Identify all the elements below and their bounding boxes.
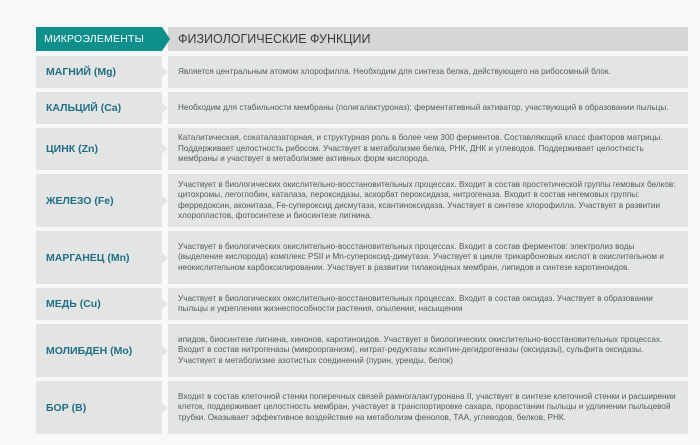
table-row xyxy=(36,381,688,434)
element-name: МАГНИЙ (Mg) xyxy=(36,56,162,88)
element-function: ипидов, биосинтезе лигнина, хинонов, каротиноидов. Участвует в биологических окислительно-восстановительных процессах. Входит в состав нитрогеназы (микроорганизм), нитрат-редуктазы ксантин-дегидрогеназы (оксидазы), сульфита оксидазы. Участвует в метаболизме азотистых соединений (пурин, уреиды, белок) xyxy=(168,324,688,377)
element-name: ЦИНК (Zn) xyxy=(36,128,162,170)
table-header xyxy=(36,27,688,51)
element-name: ЖЕЛЕЗО (Fe) xyxy=(36,174,162,227)
element-function: Участвует в биологических окислительно-восстановительных процессах. Входит в состав простетической группы гемовых белков: цитохромы, легоглобин, каталаза, пероксидазы, аскорбат пероксидаза, нитрогеназа. Входит в состав негемовых группы: ферредоксин, аконитаза, Fe-супероксид дисмутаза, ксантиноксидаза. Участвует в синтезе хлорофилла. Участвует в развитии хлоропластов, фотосинтезе и биосинтезе лигнина. xyxy=(168,174,688,227)
element-name: МОЛИБДЕН (Mo) xyxy=(36,324,162,377)
table-row xyxy=(36,56,688,88)
table-body xyxy=(36,56,688,438)
element-name: КАЛЬЦИЙ (Ca) xyxy=(36,92,162,124)
element-function: Участвует в биологических окислительно-восстановительных процессах. Входит в состав ферментов: электролиз воды (выделение кислорода) комплекс PSII и Mn-супероксид-димутаза. Участвует в цикле трикарбоновых кислот в окислительном и неокислительном карбоксилировании. Участвует в развитии тилакоидных мембран, липидов и синтезе каротиноидов. xyxy=(168,231,688,284)
header-microelements: МИКРОЭЛЕМЕНТЫ xyxy=(36,27,162,51)
element-name: БОР (B) xyxy=(36,381,162,434)
header-functions: ФИЗИОЛОГИЧЕСКИЕ ФУНКЦИИ xyxy=(168,27,688,51)
element-function: Входит в состав клеточной стенки поперечных связей рамногалактуронана II, участвует в синтезе клеточной стенки и расширении клеток, поддерживает целостность мембран, участвует в транспортировке сахара, прорастании пыльцы и удлинении пыльцевой трубки. Оказывает эффективное воздействие на метаболизм фенолов, ТАА, углеводов, белков, РНК. xyxy=(168,381,688,434)
element-function: Необходим для стабильности мембраны (полигалактуроназ); ферментативный активатор, участвующий в образовании пыльцы. xyxy=(168,92,688,124)
table-row xyxy=(36,324,688,377)
element-name: МЕДЬ (Cu) xyxy=(36,288,162,320)
element-function: Каталитическая, сокаталазаторная, и структурная роль в более чем 300 ферментов. Составляющий класс факторов матрицы. Поддерживает целостность рибосом. Участвует в метаболизме белка, РНК, ДНК и углеводов. Поддерживает целостность мембраны и участвует в метаболизме активных форм кислорода. xyxy=(168,128,688,170)
table-row xyxy=(36,92,688,124)
element-function: Участвует в биологических окислительно-восстановительных процессах. Входит в состав оксидаз. Участвует в образовании пыльцы и укреплении жизнеспособности растения, опылении, насыщении xyxy=(168,288,688,320)
element-name: МАРГАНЕЦ (Mn) xyxy=(36,231,162,284)
table-row xyxy=(36,288,688,320)
table-row xyxy=(36,128,688,170)
table-row xyxy=(36,174,688,227)
element-function: Является центральным атомом хлорофилла. Необходим для синтеза белка, действующего на рибосомный блок. xyxy=(168,56,688,88)
table-row xyxy=(36,231,688,284)
